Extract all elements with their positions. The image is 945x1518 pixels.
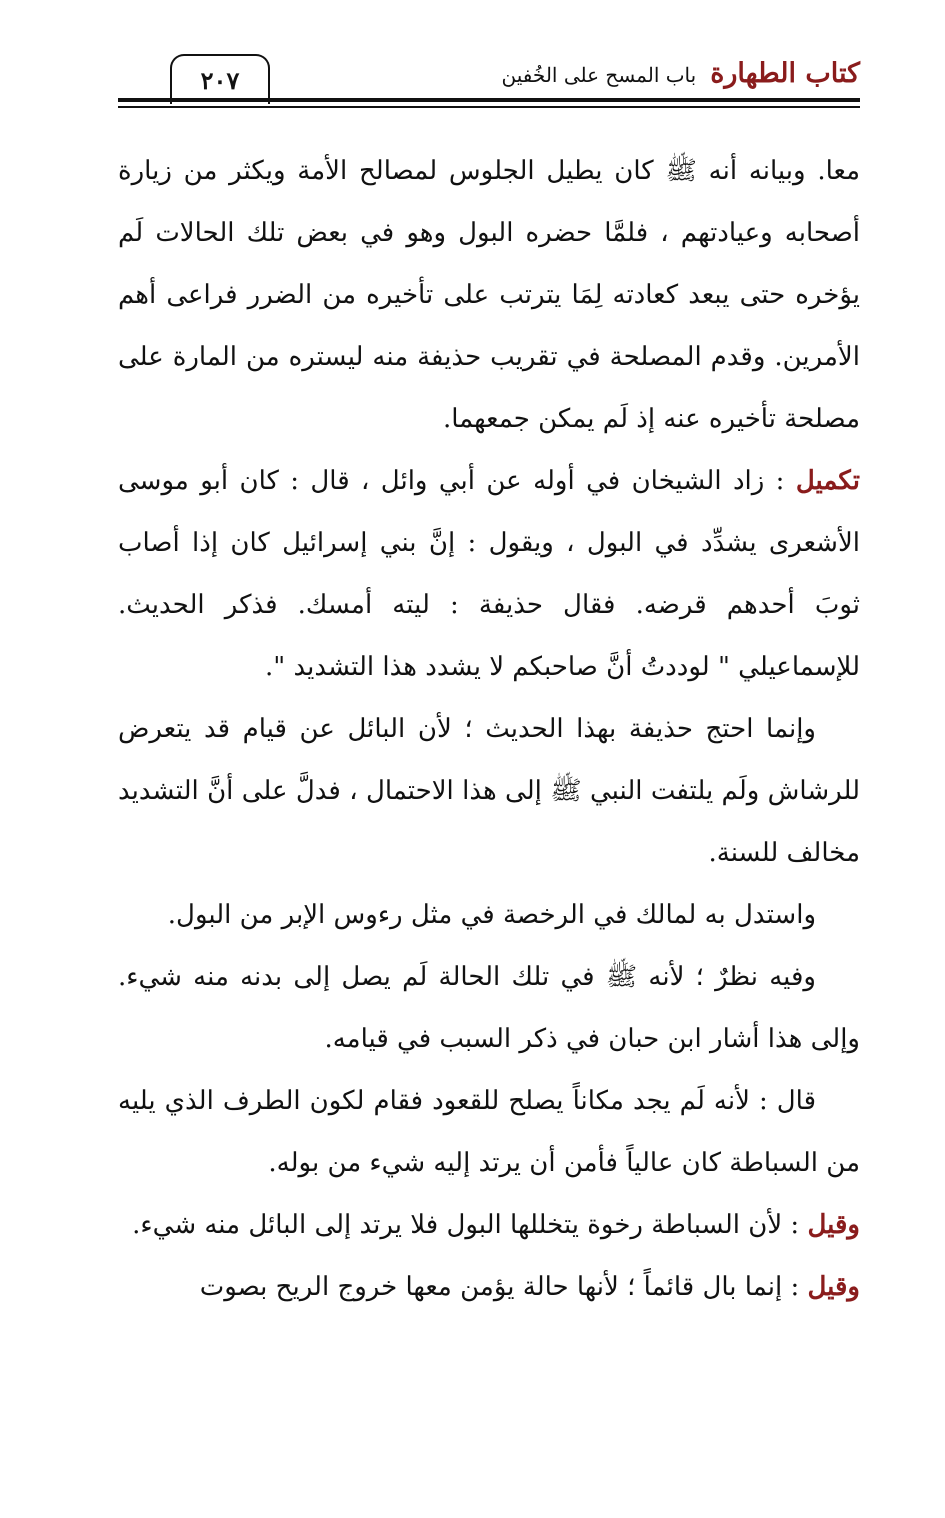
paragraph-3 — [118, 698, 860, 884]
paragraph-text: وإنما احتج حذيفة بهذا الحديث ؛ لأن البائل عن قيام قد يتعرض للرشاش ولَم يلتفت النبي ﷺ إلى هذا الاحتمال ، فدلَّ على أنَّ التشديد مخالف للسنة. — [118, 714, 860, 868]
paragraph-text: معا. وبيانه أنه ﷺ كان يطيل الجلوس لمصالح الأمة ويكثر من زيارة أصحابه وعيادتهم ، فلمَّا حضره البول وهو في بعض تلك الحالات لَم يؤخره حتى يبعد كعادته لِمَا يترتب على تأخيره من الضرر فراعى أهم الأمرين. وقدم المصلحة في تقريب حذيفة منه ليستره من المارة على مصلحة تأخيره عنه إذ لَم يمكن جمعهما. — [118, 156, 860, 434]
paragraph-4 — [118, 884, 860, 946]
paragraph-text: قال : لأنه لَم يجد مكاناً يصلح للقعود فقام لكون الطرف الذي يليه من السباطة كان عالياً فأمن أن يرتد إليه شيء من بوله. — [118, 1086, 860, 1178]
paragraph-7 — [118, 1194, 860, 1256]
paragraph-text: وفيه نظرٌ ؛ لأنه ﷺ في تلك الحالة لَم يصل إلى بدنه منه شيء. وإلى هذا أشار ابن حبان في ذكر السبب في قيامه. — [118, 962, 860, 1054]
paragraph-text: : لأن السباطة رخوة يتخللها البول فلا يرتد إلى البائل منه شيء. — [132, 1210, 808, 1240]
paragraph-keyword: وقيل — [807, 1210, 860, 1240]
running-title — [502, 58, 860, 89]
paragraph-1 — [118, 140, 860, 450]
paragraph-2 — [118, 450, 860, 698]
paragraph-keyword: وقيل — [807, 1272, 860, 1302]
page-header — [118, 52, 860, 112]
header-rule-thick — [118, 98, 860, 102]
paragraph-keyword: تكميل — [795, 466, 860, 496]
body-text — [118, 140, 860, 1318]
chapter-title: باب المسح على الخُفين — [501, 63, 697, 87]
paragraph-text: : إنما بال قائماً ؛ لأنها حالة يؤمن معها خروج الريح بصوت — [199, 1272, 808, 1302]
book-title: كتاب الطهارة — [710, 58, 860, 89]
paragraph-text: واستدل به لمالك في الرخصة في مثل رءوس الإبر من البول. — [167, 900, 816, 930]
paragraph-text: : زاد الشيخان في أوله عن أبي وائل ، قال : كان أبو موسى الأشعرى يشدِّد في البول ، ويقول : إنَّ بني إسرائيل كان إذا أصاب ثوبَ أحدهم قرضه. فقال حذيفة : ليته أمسك. فذكر الحديث. للإسماعيلي " لوددتُ أنَّ صاحبكم لا يشدد هذا التشديد ". — [118, 466, 860, 682]
page-number: ٢٠٧ — [170, 54, 270, 104]
paragraph-5 — [118, 946, 860, 1070]
header-rule-thin — [118, 106, 860, 108]
paragraph-8 — [118, 1256, 860, 1318]
paragraph-6 — [118, 1070, 860, 1194]
